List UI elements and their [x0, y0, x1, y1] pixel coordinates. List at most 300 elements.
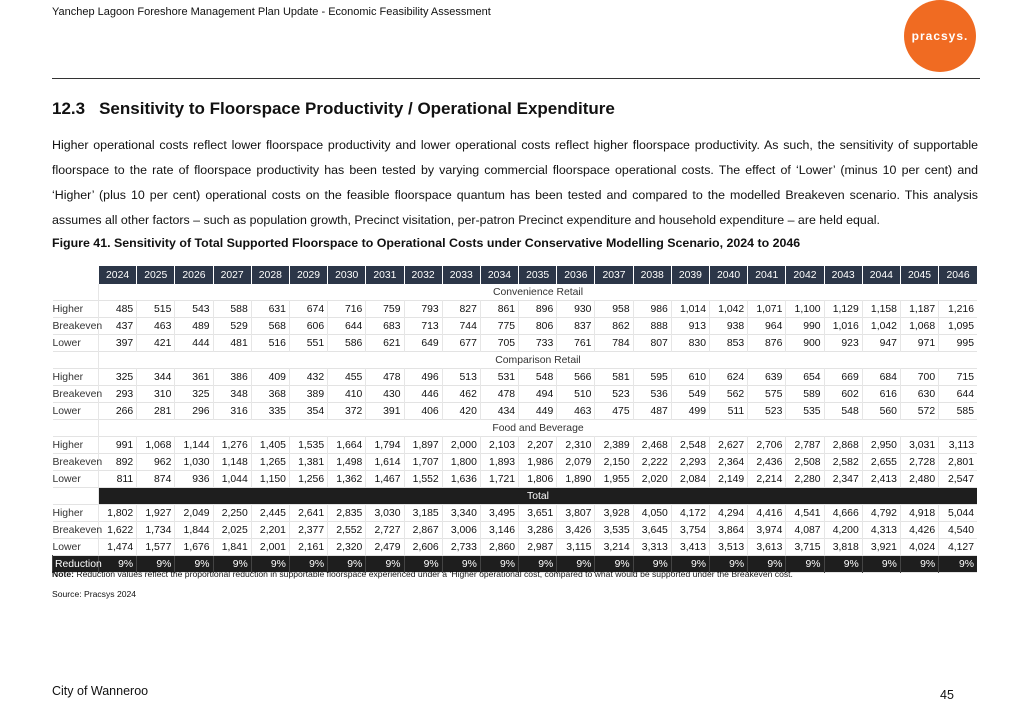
value-cell: 2,377 [289, 522, 327, 539]
value-cell: 489 [175, 318, 213, 335]
value-cell: 430 [366, 386, 404, 403]
value-cell: 1,841 [213, 539, 251, 556]
value-cell: 861 [480, 301, 518, 318]
value-cell: 281 [137, 403, 175, 420]
value-cell: 4,540 [939, 522, 977, 539]
value-cell: 335 [251, 403, 289, 420]
value-cell: 1,256 [289, 471, 327, 488]
value-cell: 463 [557, 403, 595, 420]
value-cell: 1,622 [99, 522, 137, 539]
value-cell: 807 [633, 335, 671, 352]
value-cell: 510 [557, 386, 595, 403]
value-cell: 3,031 [900, 437, 938, 454]
value-cell: 1,474 [99, 539, 137, 556]
value-cell: 572 [900, 403, 938, 420]
value-cell: 511 [710, 403, 748, 420]
value-cell: 2,320 [328, 539, 366, 556]
table-row [53, 505, 978, 522]
value-cell: 293 [99, 386, 137, 403]
header-divider [52, 78, 980, 79]
value-cell: 462 [442, 386, 480, 403]
value-cell: 386 [213, 369, 251, 386]
value-cell: 1,664 [328, 437, 366, 454]
value-cell: 325 [175, 386, 213, 403]
year-header-cell: 2044 [862, 266, 900, 284]
value-cell: 2,606 [404, 539, 442, 556]
value-cell: 4,127 [939, 539, 977, 556]
value-cell: 674 [289, 301, 327, 318]
figure-caption: Figure 41. Sensitivity of Total Supported Floorspace to Operational Costs under Conservative Modelling Scenario, 2024 to 2046 [52, 236, 801, 250]
reduction-cell: 9% [480, 556, 518, 573]
row-label: Breakeven [52, 456, 103, 468]
value-cell: 2,480 [900, 471, 938, 488]
value-cell: 2,103 [480, 437, 518, 454]
value-cell: 478 [480, 386, 518, 403]
table-note [52, 569, 793, 579]
value-cell: 536 [633, 386, 671, 403]
value-cell: 649 [404, 335, 442, 352]
value-cell: 487 [633, 403, 671, 420]
value-cell: 2,293 [671, 454, 709, 471]
value-cell: 1,014 [671, 301, 709, 318]
section-heading: Sensitivity to Floorspace Productivity / Operational Expenditure [99, 99, 615, 118]
value-cell: 2,868 [824, 437, 862, 454]
value-cell: 2,280 [786, 471, 824, 488]
value-cell: 266 [99, 403, 137, 420]
table-body [53, 284, 978, 573]
value-cell: 991 [99, 437, 137, 454]
group-label: Food and Beverage [99, 420, 978, 437]
value-cell: 677 [442, 335, 480, 352]
reduction-cell: 9% [595, 556, 633, 573]
value-cell: 775 [480, 318, 518, 335]
value-cell: 1,897 [404, 437, 442, 454]
reduction-cell: 9% [289, 556, 327, 573]
group-spacer-cell [53, 352, 99, 369]
row-label: Reduction [53, 556, 99, 573]
value-cell: 2,079 [557, 454, 595, 471]
value-cell: 2,552 [328, 522, 366, 539]
year-header-cell: 2046 [939, 266, 977, 284]
group-header-row [53, 488, 978, 505]
value-cell: 631 [251, 301, 289, 318]
group-spacer-cell [53, 420, 99, 437]
value-cell: 2,787 [786, 437, 824, 454]
value-cell: 3,715 [786, 539, 824, 556]
value-cell: 566 [557, 369, 595, 386]
group-spacer-cell [53, 488, 99, 505]
value-cell: 2,655 [862, 454, 900, 471]
value-cell: 4,541 [786, 505, 824, 522]
value-cell: 684 [862, 369, 900, 386]
value-cell: 595 [633, 369, 671, 386]
value-cell: 683 [366, 318, 404, 335]
value-cell: 1,636 [442, 471, 480, 488]
value-cell: 2,508 [786, 454, 824, 471]
table-row [53, 539, 978, 556]
value-cell: 639 [748, 369, 786, 386]
value-cell: 535 [786, 403, 824, 420]
table-row [53, 386, 978, 403]
value-cell: 2,987 [519, 539, 557, 556]
value-cell: 705 [480, 335, 518, 352]
reduction-cell: 9% [633, 556, 671, 573]
value-cell: 923 [824, 335, 862, 352]
reduction-cell: 9% [366, 556, 404, 573]
value-cell: 3,006 [442, 522, 480, 539]
value-cell: 644 [328, 318, 366, 335]
value-cell: 1,100 [786, 301, 824, 318]
table-row [53, 369, 978, 386]
value-cell: 1,216 [939, 301, 977, 318]
value-cell: 406 [404, 403, 442, 420]
value-cell: 4,918 [900, 505, 938, 522]
value-cell: 562 [710, 386, 748, 403]
value-cell: 3,513 [710, 539, 748, 556]
value-cell: 2,161 [289, 539, 327, 556]
value-cell: 621 [366, 335, 404, 352]
section-title [52, 99, 615, 119]
section-number: 12.3 [52, 99, 86, 118]
value-cell: 548 [519, 369, 557, 386]
group-label: Comparison Retail [99, 352, 978, 369]
value-cell: 1,577 [137, 539, 175, 556]
value-cell: 3,651 [519, 505, 557, 522]
reduction-cell: 9% [404, 556, 442, 573]
value-cell: 581 [595, 369, 633, 386]
year-header-cell: 2032 [404, 266, 442, 284]
reduction-cell: 9% [213, 556, 251, 573]
value-cell: 513 [442, 369, 480, 386]
value-cell: 1,890 [557, 471, 595, 488]
year-header-cell: 2043 [824, 266, 862, 284]
group-label: Convenience Retail [99, 284, 978, 301]
value-cell: 2,950 [862, 437, 900, 454]
reduction-cell: 9% [939, 556, 977, 573]
year-header-cell: 2027 [213, 266, 251, 284]
value-cell: 310 [137, 386, 175, 403]
row-label: Higher [52, 303, 84, 315]
value-cell: 1,498 [328, 454, 366, 471]
value-cell: 3,864 [710, 522, 748, 539]
value-cell: 3,818 [824, 539, 862, 556]
value-cell: 4,792 [862, 505, 900, 522]
value-cell: 1,405 [251, 437, 289, 454]
note-text: Reduction values reflect the proportional reduction in supportable floorspace experienced under a ‘Higher operational cost, compared to what would be supported under the Breakeven cost. [76, 569, 793, 579]
value-cell: 2,582 [824, 454, 862, 471]
value-cell: 1,144 [175, 437, 213, 454]
reduction-cell: 9% [671, 556, 709, 573]
year-header-cell: 2033 [442, 266, 480, 284]
table-row [53, 471, 978, 488]
reduction-cell: 9% [710, 556, 748, 573]
year-header-cell: 2028 [251, 266, 289, 284]
value-cell: 3,807 [557, 505, 595, 522]
group-header-row [53, 352, 978, 369]
value-cell: 2,733 [442, 539, 480, 556]
value-cell: 389 [289, 386, 327, 403]
row-label: Breakeven [52, 320, 103, 332]
value-cell: 853 [710, 335, 748, 352]
year-header-cell: 2041 [748, 266, 786, 284]
table-row [53, 335, 978, 352]
value-cell: 325 [99, 369, 137, 386]
value-cell: 806 [519, 318, 557, 335]
value-cell: 2,020 [633, 471, 671, 488]
value-cell: 4,294 [710, 505, 748, 522]
value-cell: 568 [251, 318, 289, 335]
value-cell: 1,986 [519, 454, 557, 471]
value-cell: 1,467 [366, 471, 404, 488]
row-label: Breakeven [52, 524, 103, 536]
row-label: Higher [52, 507, 84, 519]
sensitivity-table [52, 266, 977, 573]
value-cell: 3,413 [671, 539, 709, 556]
value-cell: 4,087 [786, 522, 824, 539]
value-cell: 733 [519, 335, 557, 352]
year-header-cell: 2030 [328, 266, 366, 284]
value-cell: 1,276 [213, 437, 251, 454]
group-spacer-cell [53, 284, 99, 301]
value-cell: 811 [99, 471, 137, 488]
year-header-cell: 2038 [633, 266, 671, 284]
value-cell: 449 [519, 403, 557, 420]
value-cell: 463 [137, 318, 175, 335]
value-cell: 515 [137, 301, 175, 318]
value-cell: 2,436 [748, 454, 786, 471]
value-cell: 354 [289, 403, 327, 420]
year-header-cell: 2035 [519, 266, 557, 284]
value-cell: 444 [175, 335, 213, 352]
year-header-cell: 2045 [900, 266, 938, 284]
value-cell: 1,552 [404, 471, 442, 488]
year-header-cell: 2042 [786, 266, 824, 284]
value-cell: 990 [786, 318, 824, 335]
value-cell: 2,413 [862, 471, 900, 488]
value-cell: 892 [99, 454, 137, 471]
year-header-cell: 2034 [480, 266, 518, 284]
value-cell: 913 [671, 318, 709, 335]
value-cell: 2,728 [900, 454, 938, 471]
value-cell: 2,727 [366, 522, 404, 539]
value-cell: 1,068 [900, 318, 938, 335]
value-cell: 958 [595, 301, 633, 318]
value-cell: 1,794 [366, 437, 404, 454]
value-cell: 1,042 [862, 318, 900, 335]
value-cell: 575 [748, 386, 786, 403]
value-cell: 516 [251, 335, 289, 352]
value-cell: 759 [366, 301, 404, 318]
value-cell: 1,707 [404, 454, 442, 471]
value-cell: 2,250 [213, 505, 251, 522]
note-label: Note: [52, 569, 74, 579]
value-cell: 2,207 [519, 437, 557, 454]
year-header-cell: 2024 [99, 266, 137, 284]
value-cell: 1,265 [251, 454, 289, 471]
value-cell: 446 [404, 386, 442, 403]
value-cell: 1,802 [99, 505, 137, 522]
reduction-cell: 9% [786, 556, 824, 573]
value-cell: 3,754 [671, 522, 709, 539]
value-cell: 3,313 [633, 539, 671, 556]
value-cell: 2,201 [251, 522, 289, 539]
value-cell: 3,340 [442, 505, 480, 522]
value-cell: 1,535 [289, 437, 327, 454]
group-header-row [53, 284, 978, 301]
value-cell: 610 [671, 369, 709, 386]
value-cell: 4,024 [900, 539, 938, 556]
value-cell: 1,016 [824, 318, 862, 335]
value-cell: 936 [175, 471, 213, 488]
value-cell: 2,627 [710, 437, 748, 454]
value-cell: 1,071 [748, 301, 786, 318]
value-cell: 2,479 [366, 539, 404, 556]
value-cell: 654 [786, 369, 824, 386]
value-cell: 548 [824, 403, 862, 420]
value-cell: 420 [442, 403, 480, 420]
value-cell: 784 [595, 335, 633, 352]
value-cell: 409 [251, 369, 289, 386]
year-header-row [53, 266, 978, 284]
value-cell: 3,928 [595, 505, 633, 522]
value-cell: 421 [137, 335, 175, 352]
value-cell: 348 [213, 386, 251, 403]
value-cell: 1,676 [175, 539, 213, 556]
table-row [53, 454, 978, 471]
year-header-cell: 2029 [289, 266, 327, 284]
value-cell: 669 [824, 369, 862, 386]
value-cell: 397 [99, 335, 137, 352]
value-cell: 2,468 [633, 437, 671, 454]
value-cell: 830 [671, 335, 709, 352]
row-label: Breakeven [52, 388, 103, 400]
value-cell: 616 [862, 386, 900, 403]
value-cell: 4,050 [633, 505, 671, 522]
value-cell: 876 [748, 335, 786, 352]
value-cell: 496 [404, 369, 442, 386]
value-cell: 3,030 [366, 505, 404, 522]
value-cell: 586 [328, 335, 366, 352]
value-cell: 1,734 [137, 522, 175, 539]
value-cell: 896 [519, 301, 557, 318]
value-cell: 2,706 [748, 437, 786, 454]
year-header-cell: 2037 [595, 266, 633, 284]
value-cell: 4,313 [862, 522, 900, 539]
value-cell: 3,495 [480, 505, 518, 522]
section-body-text: Higher operational costs reflect lower floorspace productivity and lower operational costs reflect higher floorspace productivity. As such, the sensitivity of supportable floorspace to the rate of floorspace productivity has been tested by varying commercial floorspace operational costs. The effect of ‘Lower’ (minus 10 per cent) and ‘Higher’ (plus 10 per cent) operational costs on the feasible floorspace quantum has been tested and compared to the modelled Breakeven scenario. This analysis assumes all other factors – such as population growth, Precinct visitation, per-patron Precinct expenditure and household expenditure – are held equal. [52, 138, 978, 227]
value-cell: 1,893 [480, 454, 518, 471]
value-cell: 644 [939, 386, 977, 403]
value-cell: 624 [710, 369, 748, 386]
value-cell: 316 [213, 403, 251, 420]
value-cell: 716 [328, 301, 366, 318]
value-cell: 4,200 [824, 522, 862, 539]
value-cell: 2,364 [710, 454, 748, 471]
value-cell: 700 [900, 369, 938, 386]
value-cell: 3,113 [939, 437, 977, 454]
value-cell: 3,974 [748, 522, 786, 539]
value-cell: 962 [137, 454, 175, 471]
value-cell: 475 [595, 403, 633, 420]
value-cell: 713 [404, 318, 442, 335]
value-cell: 1,927 [137, 505, 175, 522]
table-row [53, 403, 978, 420]
value-cell: 1,614 [366, 454, 404, 471]
page-number: 45 [940, 688, 954, 702]
value-cell: 2,000 [442, 437, 480, 454]
value-cell: 529 [213, 318, 251, 335]
value-cell: 1,148 [213, 454, 251, 471]
value-cell: 4,426 [900, 522, 938, 539]
value-cell: 437 [99, 318, 137, 335]
value-cell: 2,214 [748, 471, 786, 488]
value-cell: 2,347 [824, 471, 862, 488]
value-cell: 368 [251, 386, 289, 403]
value-cell: 793 [404, 301, 442, 318]
footer-organization: City of Wanneroo [52, 684, 149, 698]
value-cell: 947 [862, 335, 900, 352]
value-cell: 630 [900, 386, 938, 403]
value-cell: 1,844 [175, 522, 213, 539]
value-cell: 744 [442, 318, 480, 335]
row-label: Lower [52, 541, 81, 553]
table-row [53, 318, 978, 335]
value-cell: 1,042 [710, 301, 748, 318]
value-cell: 3,645 [633, 522, 671, 539]
value-cell: 372 [328, 403, 366, 420]
value-cell: 2,548 [671, 437, 709, 454]
reduction-cell: 9% [748, 556, 786, 573]
value-cell: 2,801 [939, 454, 977, 471]
value-cell: 3,426 [557, 522, 595, 539]
value-cell: 1,129 [824, 301, 862, 318]
reduction-cell: 9% [175, 556, 213, 573]
value-cell: 602 [824, 386, 862, 403]
value-cell: 1,800 [442, 454, 480, 471]
value-cell: 1,806 [519, 471, 557, 488]
value-cell: 3,115 [557, 539, 595, 556]
value-cell: 3,185 [404, 505, 442, 522]
value-cell: 938 [710, 318, 748, 335]
table-row [53, 301, 978, 318]
value-cell: 296 [175, 403, 213, 420]
value-cell: 2,084 [671, 471, 709, 488]
value-cell: 3,921 [862, 539, 900, 556]
document-header-title: Yanchep Lagoon Foreshore Management Plan Update - Economic Feasibility Assessment [52, 6, 491, 18]
value-cell: 3,535 [595, 522, 633, 539]
value-cell: 391 [366, 403, 404, 420]
value-cell: 434 [480, 403, 518, 420]
reduction-cell: 9% [328, 556, 366, 573]
row-label: Higher [52, 371, 84, 383]
value-cell: 4,172 [671, 505, 709, 522]
value-cell: 361 [175, 369, 213, 386]
value-cell: 1,095 [939, 318, 977, 335]
value-cell: 2,025 [213, 522, 251, 539]
year-header-cell: 2036 [557, 266, 595, 284]
value-cell: 930 [557, 301, 595, 318]
value-cell: 3,613 [748, 539, 786, 556]
value-cell: 4,666 [824, 505, 862, 522]
reduction-cell: 9% [862, 556, 900, 573]
value-cell: 995 [939, 335, 977, 352]
reduction-cell: 9% [99, 556, 137, 573]
row-label: Lower [52, 473, 81, 485]
value-cell: 588 [213, 301, 251, 318]
value-cell: 2,150 [595, 454, 633, 471]
value-cell: 900 [786, 335, 824, 352]
year-header-cell: 2025 [137, 266, 175, 284]
